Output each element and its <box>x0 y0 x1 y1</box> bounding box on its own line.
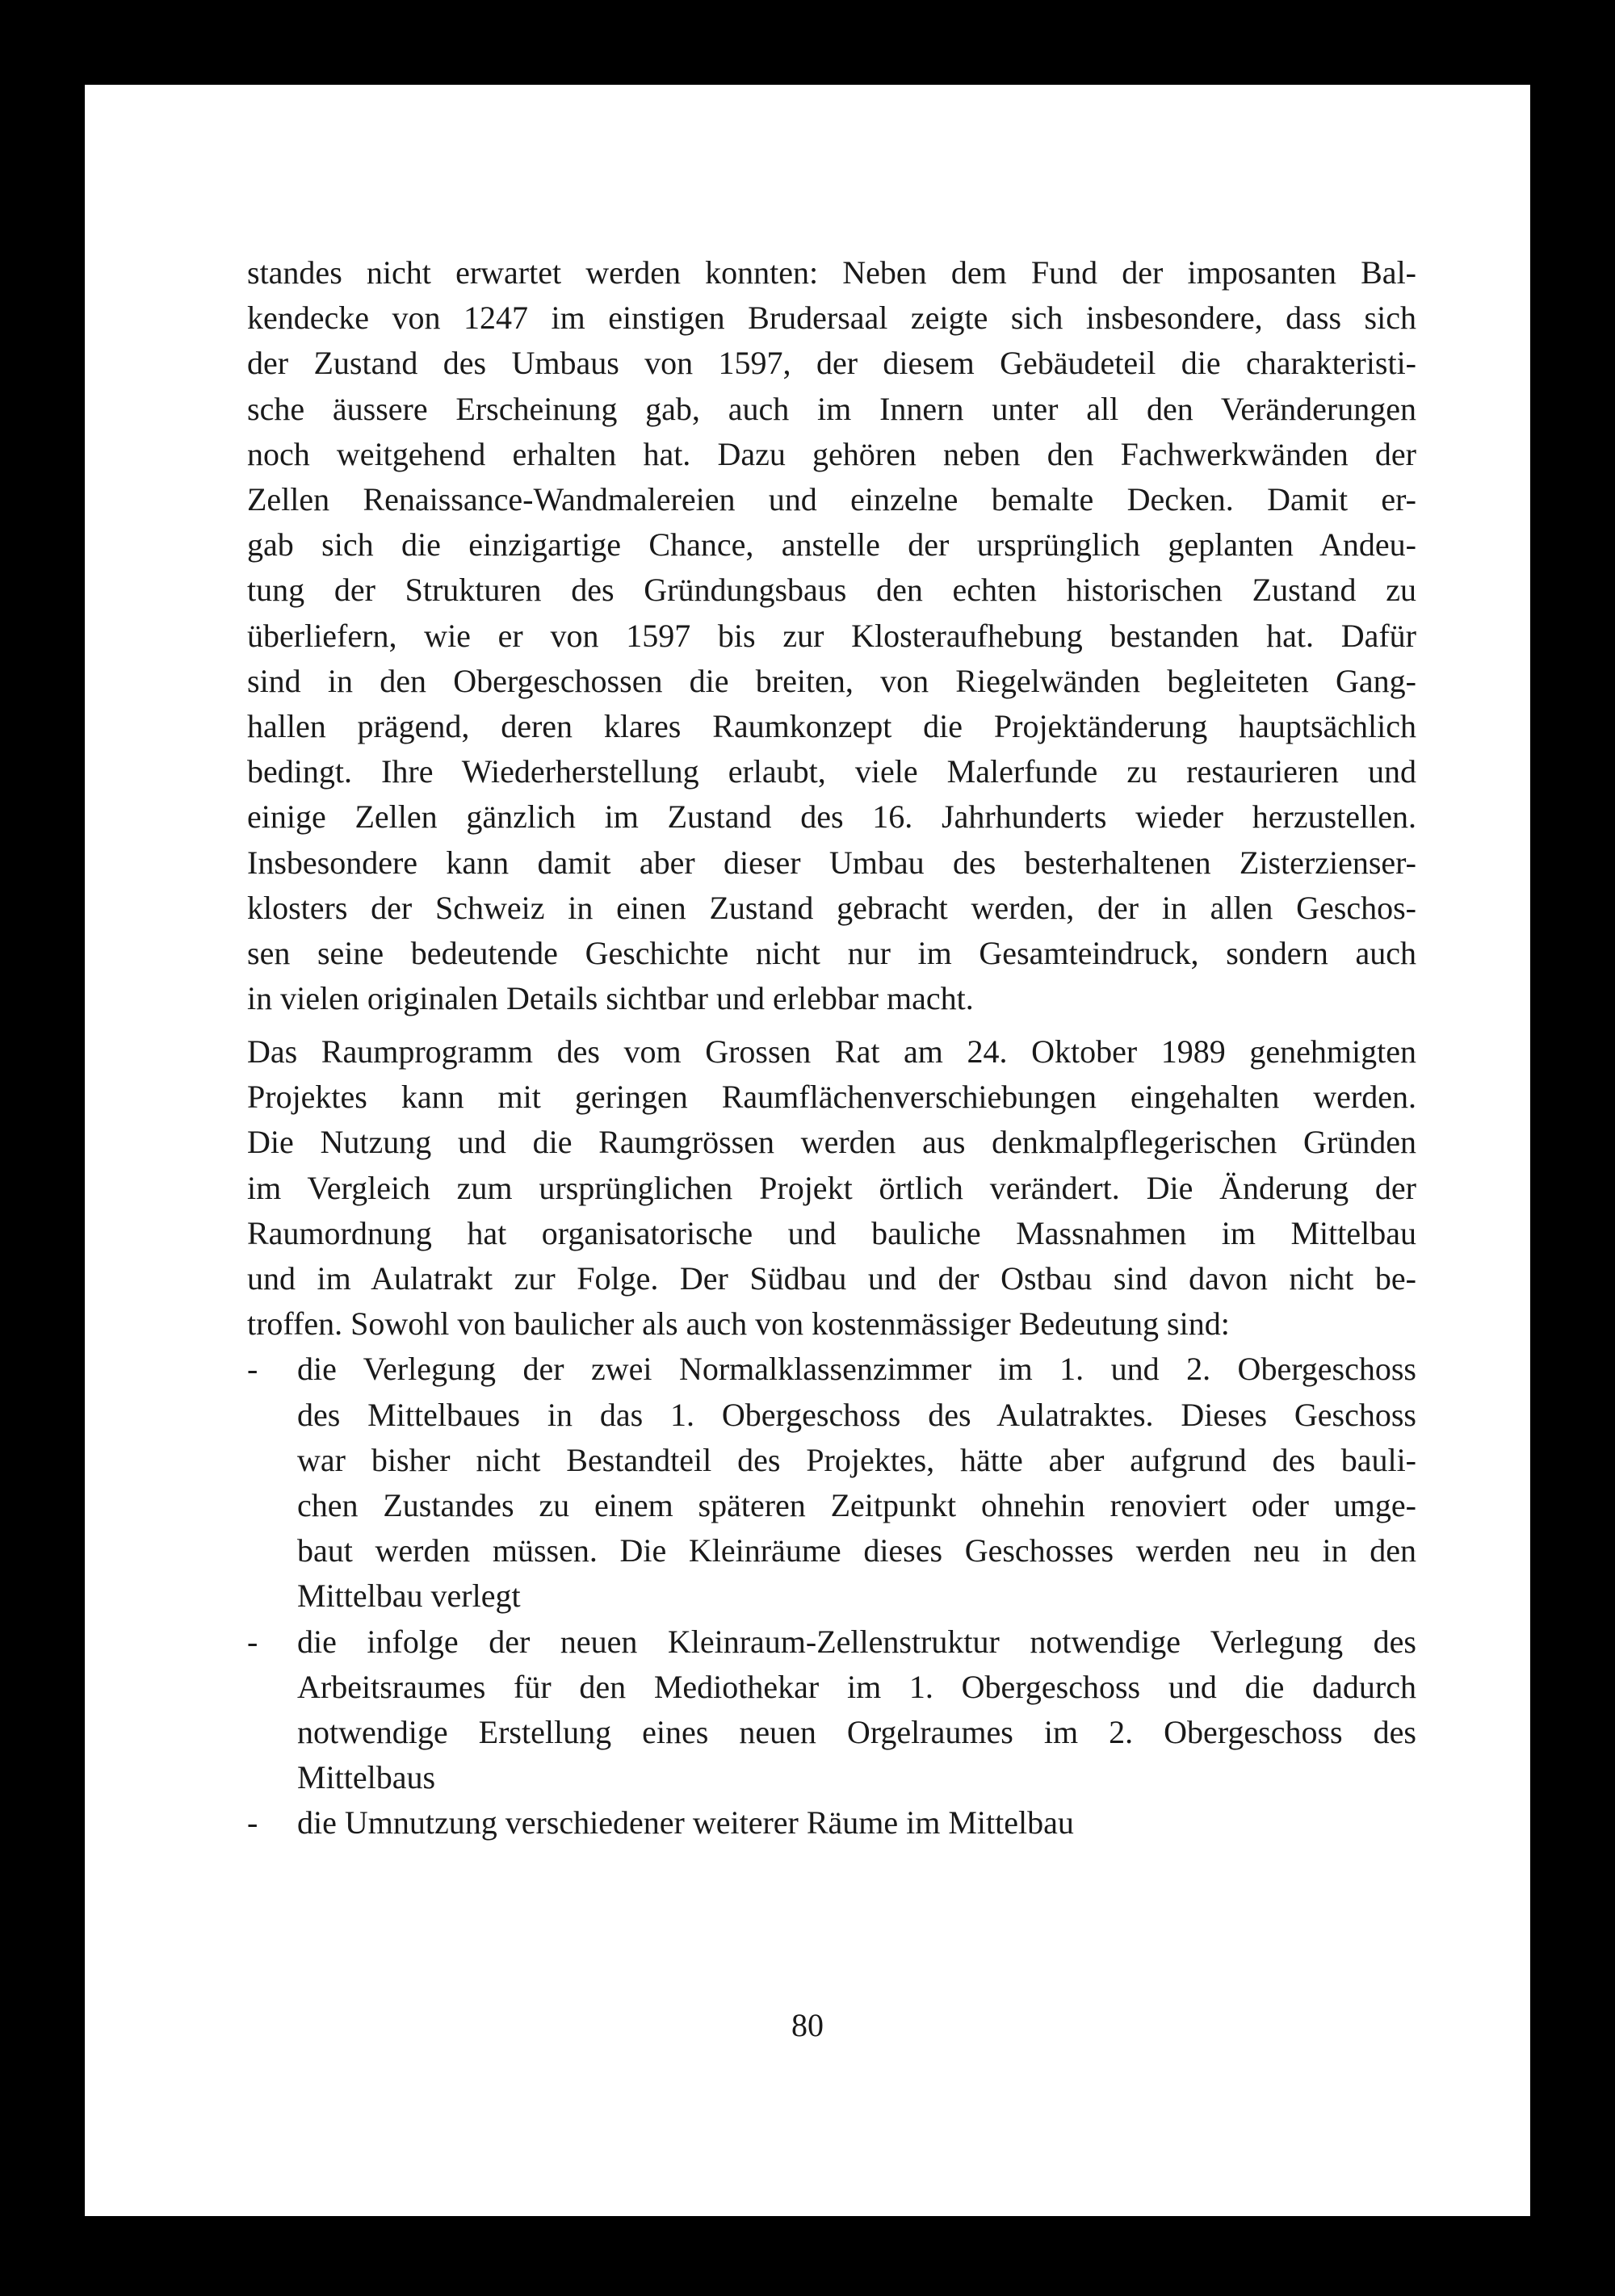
list-item-line: notwendige Erstellung eines neuen Orgelraumes im 2. Obergeschoss des <box>297 1714 1416 1751</box>
list-item-line: chen Zustandes zu einem späteren Zeitpunkt ohnehin renoviert oder umge- <box>297 1487 1416 1524</box>
paragraph-1-line: überliefern, wie er von 1597 bis zur Klosteraufhebung bestanden hat. Dafür <box>247 617 1416 654</box>
paragraph-2-line: Projektes kann mit geringen Raumflächenverschiebungen eingehalten werden. <box>247 1079 1416 1116</box>
paragraph-2-line: Die Nutzung und die Raumgrössen werden aus denkmalpflegerischen Gründen <box>247 1124 1416 1161</box>
paragraph-1-line: sind in den Obergeschossen die breiten, von Riegelwänden begleiteten Gang- <box>247 662 1416 699</box>
list-item-line: die Umnutzung verschiedener weiterer Räume im Mittelbau <box>297 1804 1074 1841</box>
paragraph-1-line: noch weitgehend erhalten hat. Dazu gehören neben den Fachwerkwänden der <box>247 435 1416 472</box>
paragraph-1-line: sen seine bedeutende Geschichte nicht nur im Gesamteindruck, sondern auch <box>247 935 1416 972</box>
list-item-line: des Mittelbaues in das 1. Obergeschoss des Aulatraktes. Dieses Geschoss <box>297 1396 1416 1433</box>
list-item <box>247 1800 1416 1846</box>
paragraph-2-line: im Vergleich zum ursprünglichen Projekt örtlich verändert. Die Änderung der <box>247 1169 1416 1206</box>
paragraph-2-line: Raumordnung hat organisatorische und bauliche Massnahmen im Mittelbau <box>247 1214 1416 1251</box>
list-item-line: war bisher nicht Bestandteil des Projektes, hätte aber aufgrund des bauli- <box>297 1441 1416 1478</box>
paragraph-1-line: tung der Strukturen des Gründungsbaus den echten historischen Zustand zu <box>247 572 1416 609</box>
paragraph-2-line: troffen. Sowohl von baulicher als auch von kostenmässiger Bedeutung sind: <box>247 1305 1230 1343</box>
paragraph-1-line: der Zustand des Umbaus von 1597, der diesem Gebäudeteil die charakteristi- <box>247 345 1416 382</box>
list-item-line: die infolge der neuen Kleinraum-Zellenstruktur notwendige Verlegung des <box>297 1623 1416 1660</box>
paragraph-1-line: standes nicht erwartet werden konnten: Neben dem Fund der imposanten Bal- <box>247 254 1416 291</box>
paragraph-1-line: sche äussere Erscheinung gab, auch im Innern unter all den Veränderungen <box>247 390 1416 427</box>
list-item-line: Arbeitsraumes für den Mediothekar im 1. Obergeschoss und die dadurch <box>297 1668 1416 1705</box>
paragraph-1-line: kendecke von 1247 im einstigen Brudersaal zeigte sich insbesondere, dass sich <box>247 300 1416 337</box>
bullet-list <box>247 1347 1416 1846</box>
list-item-line: baut werden müssen. Die Kleinräume dieses Geschosses werden neu in den <box>297 1532 1416 1569</box>
paragraph-2 <box>247 1029 1416 1347</box>
paragraph-1-line: in vielen originalen Details sichtbar und erlebbar macht. <box>247 980 974 1017</box>
list-item <box>247 1347 1416 1619</box>
list-item <box>247 1619 1416 1801</box>
list-item-line: Mittelbaus <box>297 1759 436 1796</box>
paragraph-1 <box>247 250 1416 1021</box>
page-number: 80 <box>791 2007 824 2043</box>
list-item-line: Mittelbau verlegt <box>297 1577 521 1615</box>
paragraph-1-line: klosters der Schweiz in einen Zustand gebracht werden, der in allen Geschos- <box>247 889 1416 926</box>
paragraph-1-line: Insbesondere kann damit aber dieser Umbau des besterhaltenen Zisterzienser- <box>247 844 1416 881</box>
paragraph-1-line: Zellen Renaissance-Wandmalereien und einzelne bemalte Decken. Damit er- <box>247 481 1416 518</box>
page-body <box>247 250 1416 1021</box>
paragraph-1-line: einige Zellen gänzlich im Zustand des 16. Jahrhunderts wieder herzustellen. <box>247 798 1416 836</box>
list-item-line: die Verlegung der zwei Normalklassenzimmer im 1. und 2. Obergeschoss <box>297 1351 1416 1388</box>
paragraph-2-line: Das Raumprogramm des vom Grossen Rat am 24. Oktober 1989 genehmigten <box>247 1033 1416 1070</box>
page-body-2 <box>247 1029 1416 1846</box>
paragraph-1-line: bedingt. Ihre Wiederherstellung erlaubt, viele Malerfunde zu restaurieren und <box>247 753 1416 790</box>
dash-bullet: - <box>247 1804 258 1841</box>
paragraph-1-line: gab sich die einzigartige Chance, anstelle der ursprünglich geplanten Andeu- <box>247 526 1416 564</box>
dash-bullet: - <box>247 1623 258 1660</box>
paragraph-1-line: hallen prägend, deren klares Raumkonzept die Projektänderung hauptsächlich <box>247 708 1416 745</box>
paragraph-2-line: und im Aulatrakt zur Folge. Der Südbau und der Ostbau sind davon nicht be- <box>247 1260 1416 1297</box>
dash-bullet: - <box>247 1351 258 1388</box>
